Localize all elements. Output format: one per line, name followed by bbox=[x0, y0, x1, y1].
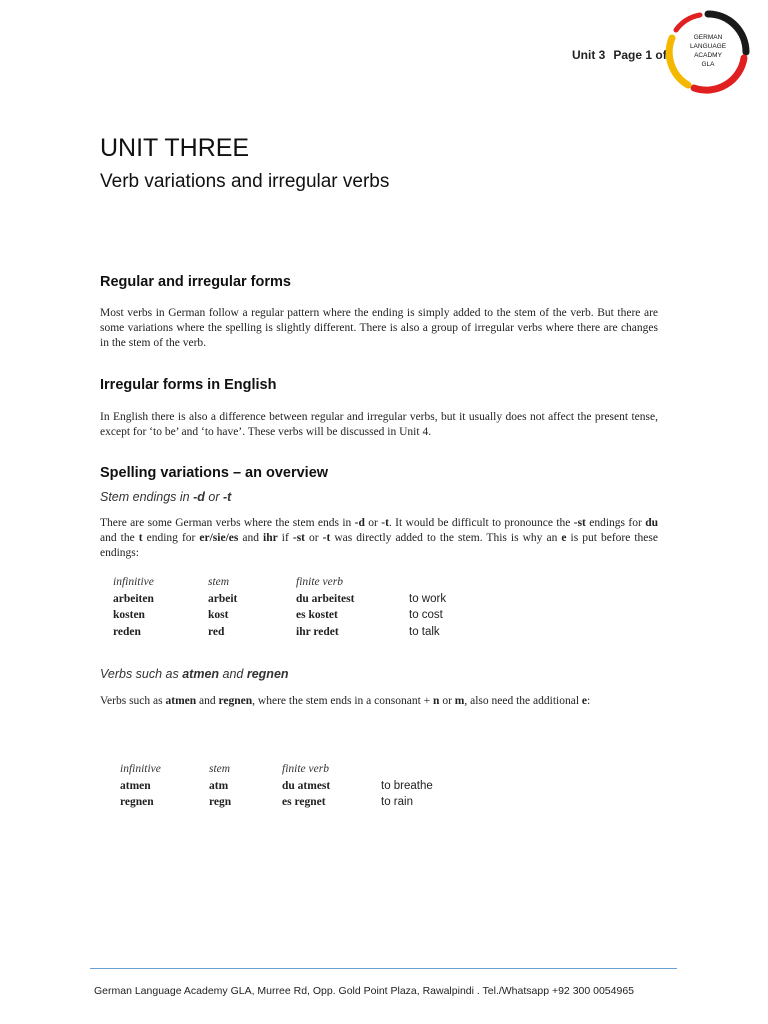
page-header bbox=[572, 48, 667, 62]
verb-table-stem-endings bbox=[113, 574, 473, 640]
page-label: Page 1 of bbox=[613, 48, 667, 62]
unit-label: Unit 3 bbox=[572, 48, 606, 62]
cell-finite: es regnet bbox=[282, 796, 326, 808]
page-footer: German Language Academy GLA, Murree Rd, Opp. Gold Point Plaza, Rawalpindi . Tel./Whatsapp +92 300 0054965 bbox=[94, 985, 635, 997]
cell-stem: regn bbox=[209, 796, 232, 808]
cell-meaning: to cost bbox=[409, 609, 443, 621]
cell-infinitive: regnen bbox=[120, 796, 154, 808]
paragraph-stem-endings: There are some German verbs where the stem ends in -d or -t. It would be difficult to pronounce the -st endings for du and the t ending for er/sie/es and ihr if -st or -t was directly added to the stem. This is why an e is put before these endings: bbox=[100, 517, 658, 559]
cell-finite: es kostet bbox=[296, 609, 338, 621]
col-header-stem: stem bbox=[208, 576, 230, 588]
table-row bbox=[120, 778, 460, 795]
col-header-finite: finite verb bbox=[296, 576, 343, 588]
cell-infinitive: arbeiten bbox=[113, 592, 154, 605]
table-row bbox=[113, 591, 473, 608]
table-row bbox=[113, 607, 473, 624]
verb-table-atmen-regnen bbox=[120, 761, 460, 811]
table-row bbox=[113, 624, 473, 641]
cell-finite: du arbeitest bbox=[296, 592, 355, 605]
cell-meaning: to work bbox=[409, 592, 447, 605]
section-heading-spelling: Spelling variations – an overview bbox=[100, 465, 329, 481]
cell-infinitive: reden bbox=[113, 625, 141, 638]
page-subtitle: Verb variations and irregular verbs bbox=[100, 171, 390, 192]
section-heading-regular-irregular: Regular and irregular forms bbox=[100, 274, 291, 290]
cell-meaning: to talk bbox=[409, 625, 440, 638]
col-header-finite: finite verb bbox=[282, 763, 329, 775]
section-paragraph-english: In English there is also a difference between regular and irregular verbs, but it usually does not affect the present tense, except for ‘to be’ and ‘to have’. These verbs will be discussed in Unit 4. bbox=[100, 411, 658, 438]
cell-meaning: to rain bbox=[381, 796, 413, 808]
section-heading-english: Irregular forms in English bbox=[100, 377, 277, 393]
table-header-row bbox=[113, 574, 473, 591]
paragraph-atmen-regnen: Verbs such as atmen and regnen, where the stem ends in a consonant + n or m, also need the additional e: bbox=[100, 695, 591, 707]
cell-stem: atm bbox=[209, 779, 229, 792]
cell-stem: arbeit bbox=[208, 592, 238, 605]
section-paragraph-regular-irregular: Most verbs in German follow a regular pattern where the ending is simply added to the stem of the verb. But there are some variations where the spelling is slightly different. There is also a group of irregular verbs where there are changes in the stem of the verb. bbox=[100, 307, 658, 349]
cell-stem: kost bbox=[208, 609, 229, 621]
page-title: UNIT THREE bbox=[100, 134, 250, 162]
cell-finite: ihr redet bbox=[296, 625, 339, 638]
subheading-stem-endings: Stem endings in -d or -t bbox=[100, 490, 232, 504]
gla-logo bbox=[664, 8, 752, 96]
logo-line-2: LANGUAGE bbox=[689, 43, 727, 50]
logo-line-4: GLA bbox=[701, 61, 715, 68]
cell-meaning: to breathe bbox=[381, 779, 433, 792]
cell-infinitive: kosten bbox=[113, 609, 145, 621]
subheading-atmen-regnen: Verbs such as atmen and regnen bbox=[100, 667, 289, 681]
col-header-stem: stem bbox=[209, 763, 231, 775]
cell-infinitive: atmen bbox=[120, 779, 151, 792]
table-header-row bbox=[120, 761, 460, 778]
cell-finite: du atmest bbox=[282, 779, 331, 792]
logo-line-3: ACADMY bbox=[694, 52, 722, 59]
logo-line-1: GERMAN bbox=[693, 34, 723, 41]
table-row bbox=[120, 794, 460, 811]
col-header-infinitive: infinitive bbox=[113, 576, 154, 588]
col-header-infinitive: infinitive bbox=[120, 763, 161, 775]
cell-stem: red bbox=[208, 625, 225, 638]
footer-divider bbox=[90, 968, 677, 969]
